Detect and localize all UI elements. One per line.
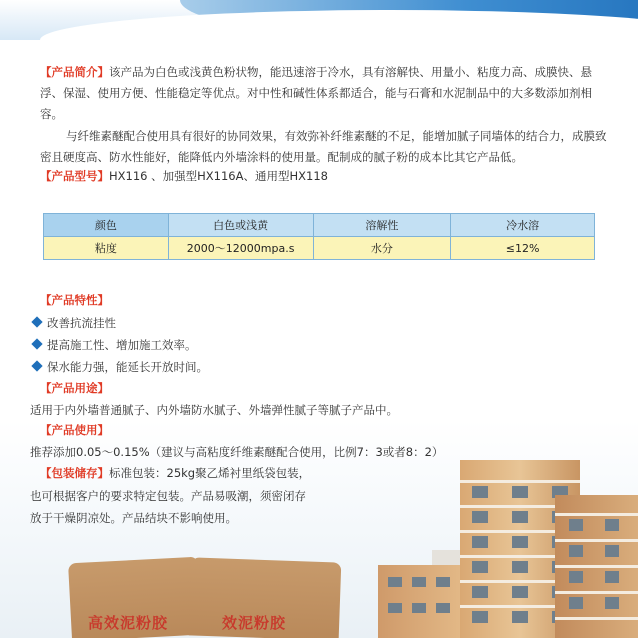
model-heading: 【产品型号】 (40, 169, 109, 183)
intro-paragraph-2: 与纤维素醚配合使用具有很好的协同效果，有效弥补纤维素醚的不足，能增加腻子同墙体的结合力，成膜致密且硬度高、防水性能好，能降低内外墙涂料的使用量。配制成的腻子粉的成本比其它产品低。 (40, 129, 607, 164)
table-cell: 粘度 (44, 237, 169, 260)
storage-section (40, 463, 610, 484)
spec-table (43, 213, 595, 260)
bag-label: 效泥粉胶 (222, 614, 287, 632)
features-heading-line (40, 290, 610, 311)
usage-text: 推荐添加0.05～0.15%（建议与高粘度纤维素醚配合使用，比例7：3或者8：2） (30, 445, 444, 459)
usage-scope-heading-line (40, 378, 610, 399)
storage-heading: 【包装储存】 (40, 466, 109, 480)
intro-text: 该产品为白色或浅黄色粉状物，能迅速溶于冷水，具有溶解快、用量小、粘度力高、成膜快、悬浮、保湿、使用方便、性能稳定等优点。对中性和碱性体系都适合，能与石膏和水泥制品中的大多数添加剂相容。 (40, 65, 592, 121)
model-text: HX116 、加强型HX116A、通用型HX118 (109, 169, 328, 183)
list-item: 改善抗流挂性 (33, 313, 603, 334)
intro-heading: 【产品简介】 (40, 65, 109, 79)
usage-heading-line (40, 420, 610, 441)
bag-label: 高效泥粉胶 (88, 614, 169, 632)
features-heading: 【产品特性】 (40, 293, 109, 307)
intro-section (40, 62, 610, 125)
table-cell: 水分 (313, 237, 451, 260)
diamond-bullet-icon (31, 360, 42, 371)
table-row (44, 214, 595, 237)
storage-line-3: 放于干燥阴凉处。产品结块不影响使用。 (30, 511, 237, 525)
list-item: 保水能力强，能延长开放时间。 (33, 357, 603, 378)
storage-line-2: 也可根据客户的要求特定包装。产品易吸潮，须密闭存 (30, 489, 306, 503)
usage-scope-heading: 【产品用途】 (40, 381, 109, 395)
table-cell: 白色或浅黄 (168, 214, 313, 237)
table-cell: 冷水溶 (451, 214, 595, 237)
table-cell: 溶解性 (313, 214, 451, 237)
list-item: 提高施工性、增加施工效率。 (33, 335, 603, 356)
table-row (44, 237, 595, 260)
usage-heading: 【产品使用】 (40, 423, 109, 437)
diamond-bullet-icon (31, 316, 42, 327)
usage-scope-text: 适用于内外墙普通腻子、内外墙防水腻子、外墙弹性腻子等腻子产品中。 (30, 403, 398, 417)
table-cell: ≤12% (451, 237, 595, 260)
model-section (40, 166, 610, 187)
diamond-bullet-icon (31, 338, 42, 349)
storage-line-1: 标准包装：25kg聚乙烯衬里纸袋包装， (109, 466, 311, 480)
table-cell: 2000～12000mpa.s (168, 237, 313, 260)
table-cell: 颜色 (44, 214, 169, 237)
